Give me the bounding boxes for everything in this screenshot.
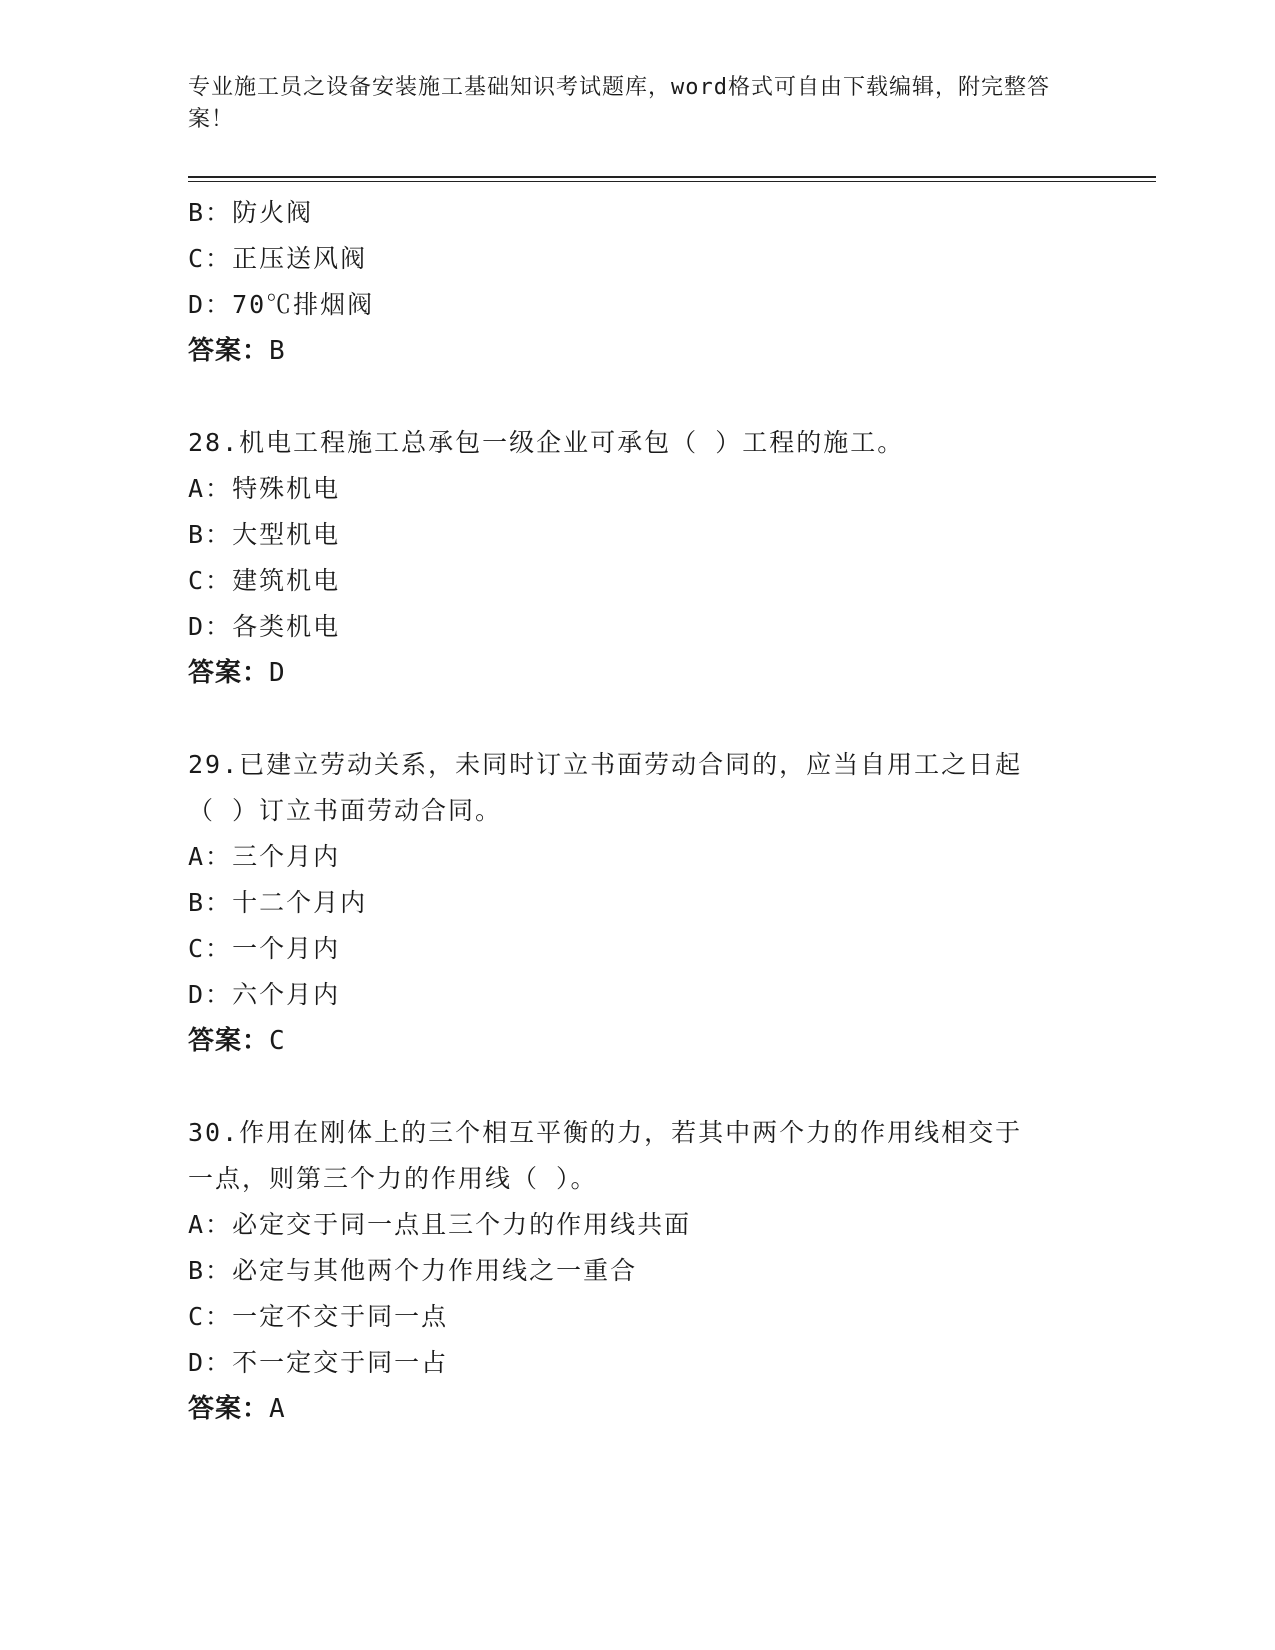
header-divider-thick bbox=[188, 176, 1156, 178]
question-29 bbox=[188, 742, 1088, 1064]
question-stem-continued: 一点，则第三个力的作用线（ ）。 bbox=[188, 1164, 598, 1193]
document-header bbox=[188, 72, 1068, 136]
header-divider-thin bbox=[188, 181, 1156, 182]
option-d: D：各类机电 bbox=[188, 612, 341, 641]
answer-line: 答案：A bbox=[188, 1394, 286, 1424]
answer-line: 答案：D bbox=[188, 658, 286, 688]
option-b: B：大型机电 bbox=[188, 520, 341, 549]
option-a: A：必定交于同一点且三个力的作用线共面 bbox=[188, 1210, 692, 1239]
option-d: D：不一定交于同一占 bbox=[188, 1348, 449, 1377]
option-a: A：特殊机电 bbox=[188, 474, 341, 503]
option-d: D：70℃排烟阀 bbox=[188, 290, 375, 319]
option-c: C：一个月内 bbox=[188, 934, 341, 963]
question-28 bbox=[188, 420, 1088, 696]
question-list bbox=[188, 190, 1088, 1432]
question-stem: 28.机电工程施工总承包一级企业可承包（ ）工程的施工。 bbox=[188, 428, 905, 457]
header-text: 专业施工员之设备安装施工基础知识考试题库，word格式可自由下载编辑，附完整答案！ bbox=[188, 75, 1050, 132]
option-c: C：建筑机电 bbox=[188, 566, 341, 595]
option-c: C：一定不交于同一点 bbox=[188, 1302, 449, 1331]
question-27-tail bbox=[188, 190, 1088, 374]
option-b: B：防火阀 bbox=[188, 198, 314, 227]
answer-line: 答案：B bbox=[188, 336, 286, 366]
option-b: B：十二个月内 bbox=[188, 888, 368, 917]
option-a: A：三个月内 bbox=[188, 842, 341, 871]
question-stem: 29.已建立劳动关系，未同时订立书面劳动合同的，应当自用工之日起 bbox=[188, 750, 1023, 779]
question-30 bbox=[188, 1110, 1088, 1432]
question-stem-continued: （ ）订立书面劳动合同。 bbox=[188, 796, 503, 825]
option-d: D：六个月内 bbox=[188, 980, 341, 1009]
answer-line: 答案：C bbox=[188, 1026, 286, 1056]
option-b: B：必定与其他两个力作用线之一重合 bbox=[188, 1256, 638, 1285]
question-stem: 30.作用在刚体上的三个相互平衡的力，若其中两个力的作用线相交于 bbox=[188, 1118, 1023, 1147]
option-c: C：正压送风阀 bbox=[188, 244, 368, 273]
